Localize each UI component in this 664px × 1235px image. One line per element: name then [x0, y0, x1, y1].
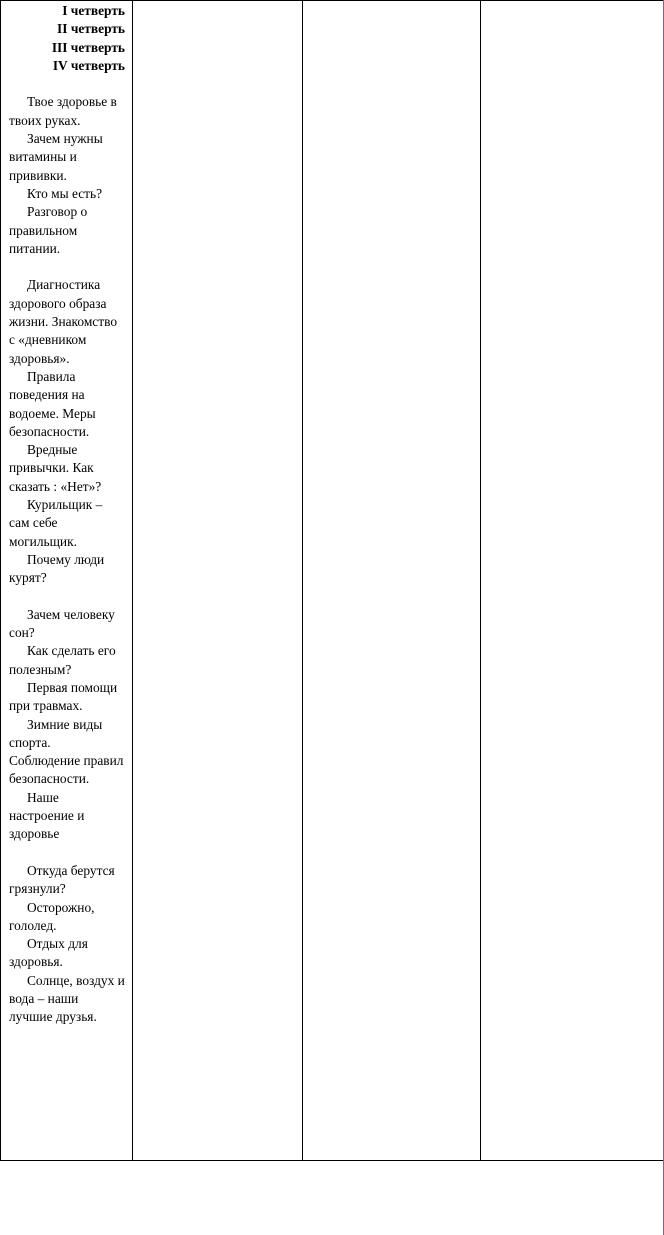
topic-item: Зимние виды спорта. Соблюдение правил безопасности. — [9, 716, 124, 787]
topic-group-1 — [9, 93, 125, 258]
quarter-headings — [9, 2, 125, 75]
quarter-heading: I четверть — [62, 3, 125, 18]
empty-cell-2 — [133, 0, 302, 1160]
group-spacer — [9, 844, 125, 862]
topic-item: Отдых для здоровья. — [9, 936, 88, 970]
topic-item: Зачем нужны витамины и прививки. — [9, 131, 103, 183]
topic-item: Зачем человеку сон? — [9, 606, 115, 641]
topic-item: Как сделать его полезным? — [9, 643, 116, 677]
topic-group-3 — [9, 606, 125, 844]
topic-item: Первая помощи при травмах. — [9, 679, 118, 714]
topic-item: Разговор о правильном питании. — [9, 204, 88, 256]
quarter-heading: IV четверть — [52, 57, 125, 73]
empty-cell-4 — [481, 0, 663, 1160]
empty-cell-3 — [303, 0, 480, 1160]
quarter-heading: II четверть — [57, 21, 125, 37]
topic-item: Твое здоровье в твоих руках. — [9, 94, 117, 128]
topic-item: Диагностика здорового образа жизни. Знакомство с «дневником здоровья». — [9, 277, 118, 366]
table-border-left — [0, 0, 1, 1161]
table-border-bottom — [0, 1160, 664, 1161]
group-spacer — [9, 588, 125, 606]
topic-group-4 — [9, 862, 125, 1027]
quarter-heading: III четверть — [51, 39, 125, 55]
topic-item: Курильщик – сам себе могильщик. — [9, 497, 103, 549]
topic-item: Вредные привычки. Как сказать : «Нет»? — [9, 442, 102, 494]
topic-item: Почему люди курят? — [9, 551, 105, 586]
topics-cell — [9, 2, 125, 1027]
topic-item: Откуда берутся грязнули? — [9, 862, 115, 897]
group-spacer — [9, 258, 125, 276]
topic-group-2 — [9, 276, 125, 587]
topic-item: Кто мы есть? — [27, 185, 103, 201]
topic-item: Наше настроение и здоровье — [9, 789, 85, 842]
topic-item: Правила поведения на водоеме. Меры безопасности. — [9, 368, 96, 439]
topic-item: Солнце, воздух и вода – наши лучшие друзья. — [9, 972, 125, 1025]
topic-item: Осторожно, гололед. — [9, 899, 95, 933]
